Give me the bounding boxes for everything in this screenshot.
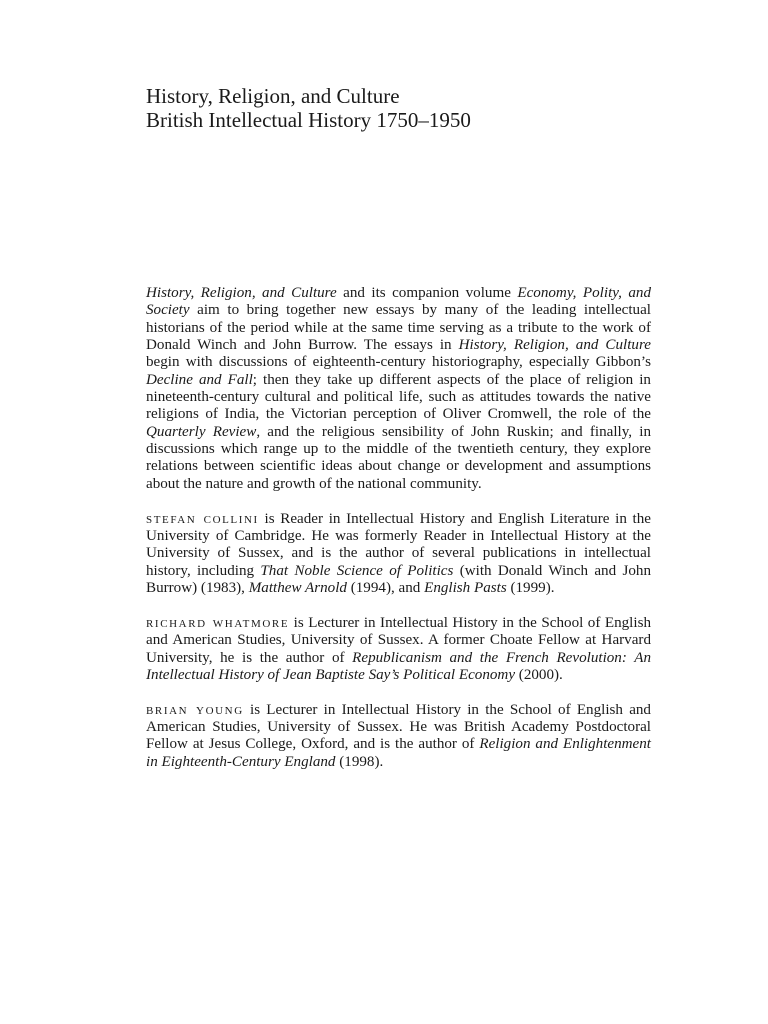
text-run: and its companion volume — [336, 285, 518, 301]
text-run: (1999). — [506, 580, 555, 596]
text-run: , and the religious sensibility of John Ruskin; and finally, in discussions which range up to the middle of the twentieth century, they explore relations between scientific ideas about change or development and assumptions about the nature and growth of the national community. — [146, 423, 651, 492]
work-title-ref: Decline and Fall — [146, 371, 253, 388]
work-title-ref: English Pasts — [424, 580, 507, 596]
work-title-ref: Matthew Arnold — [248, 580, 347, 596]
book-title-ref: History, Religion, and Culture — [146, 285, 337, 301]
text-run: is Lecturer in Intellectual History in the School of English and American Studies, University of Sussex. A former Choate Fellow at Harvard University, he is the author of — [146, 614, 651, 666]
text-run: ; then they take up different aspects of the place of religion in nineteenth-century cultural and political life, such as attitudes towards the native religions of India, the Victorian perception of Oliver Cromwell, the role of the — [146, 371, 651, 423]
book-title-ref: History, Religion, and Culture — [458, 337, 651, 354]
title-line-main: History, Religion, and Culture — [146, 84, 400, 108]
author-name: richard whatmore — [146, 614, 290, 631]
text-run: aim to bring together new essays by many of the leading intellectual historians of the period while at the same time serving as a tribute to the work of Donald Winch and John Burrow. The essays in — [146, 302, 651, 354]
text-run: is Reader in Intellectual History and English Literature in the University of Cambridge. He was formerly Reader in Intellectual History at the University of Sussex, and is the author of several publications in intellectual history, including — [146, 510, 651, 579]
text-run: (1994), and — [346, 580, 425, 596]
work-title-ref: Republicanism and the French Revolution: An Intellectual History of Jean Baptiste Say’s Political Economy — [146, 649, 651, 683]
bio-young — [146, 702, 651, 771]
text-run: (with Donald Winch and John Burrow) (1983), — [146, 562, 651, 596]
companion-title-ref: Economy, Polity, and Society — [146, 285, 651, 319]
author-name: stefan collini — [146, 510, 259, 527]
work-title-ref: That Noble Science of Politics — [260, 562, 454, 579]
work-title-ref: Quarterly Review — [146, 423, 257, 440]
text-run: (2000). — [515, 666, 563, 683]
bio-whatmore — [146, 615, 651, 684]
title-line-subtitle: British Intellectual History 1750–1950 — [146, 108, 471, 132]
book-title — [146, 84, 666, 132]
text-run: is Lecturer in Intellectual History in the School of English and American Studies, University of Sussex. He was British Academy Postdoctoral Fellow at Jesus College, Oxford, and is the author of — [146, 701, 651, 753]
text-run: (1998). — [335, 753, 384, 770]
blurb-body — [146, 285, 651, 789]
description-paragraph — [146, 285, 651, 493]
bio-collini — [146, 511, 651, 598]
author-name: brian young — [146, 701, 244, 718]
work-title-ref: Religion and Enlightenment in Eighteenth-Century England — [146, 736, 651, 770]
text-run: begin with discussions of eighteenth-century historiography, especially Gibbon’s — [146, 354, 651, 371]
